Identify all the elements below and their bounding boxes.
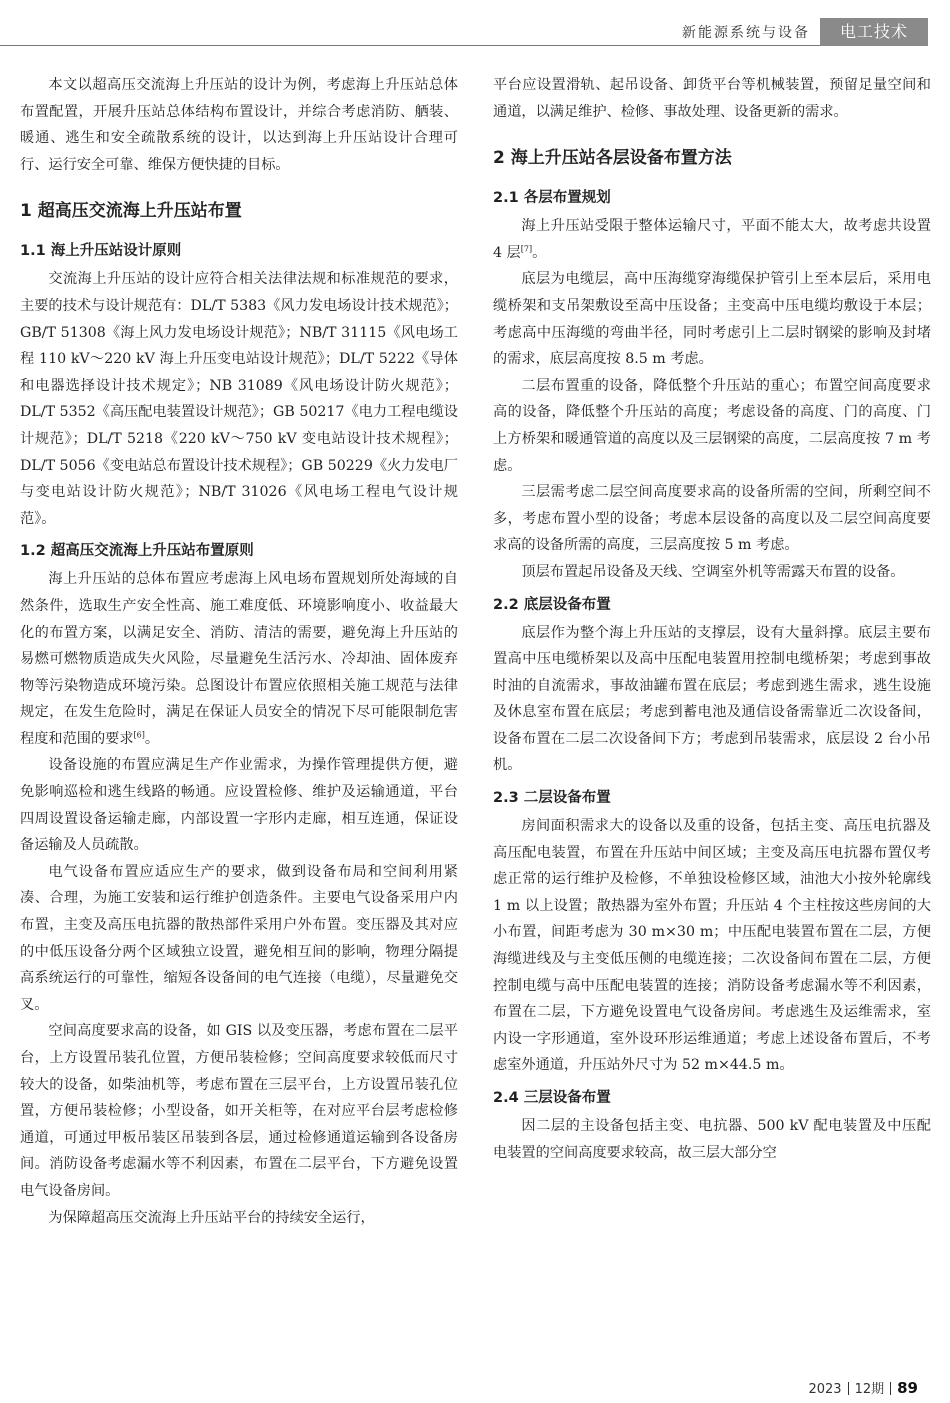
heading-2-4: 2.4 三层设备布置 xyxy=(493,1090,611,1106)
paragraph-2-3: 房间面积需求大的设备以及重的设备，包括主变、高压电抗器及高压配电装置，布置在升压站中间区域；主变及高压电抗器布置仅考虑正常的运行维护及检修，不单独设检修区域，油池大小按外轮廓线 1 m 以上设置；散热器为室外布置；升压站 4 个主柱按这些房间的大小布置，间距考虑为 30 m×30 m；中压配电装置布置在二层，方便海缆进线及与主变低压侧的电缆连接；二次设备间布置在二层，方便控制电缆与高中压配电装置的连接；消防设备考虑漏水等不利因素，布置在二层，下方避免设置电气设备房间。考虑逃生及运维需求，室内设一字形通道，室外设环形运维通道；考虑上述设备布置后，不考虑室外通道，升压站外尺寸为 52 m×44.5 m。 xyxy=(493,818,931,1074)
paragraph-1-1: 交流海上升压站的设计应符合相关法律法规和标准规范的要求，主要的技术与设计规范有：DL/T 5383《风力发电场设计技术规范》；GB/T 51308《海上风力发电场设计规范》；NB/T 31115《风电场工程 110 kV～220 kV 海上升压变电站设计规范》；DL/T 5222《导体和电器选择设计技术规定》；NB 31089《风电场设计防火规范》；DL/T 5352《高压配电装置设计规范》；GB 50217《电力工程电缆设计规范》；DL/T 5218《220 kV～750 kV 变电站设计技术规程》；DL/T 5056《变电站总布置设计技术规程》；GB 50229《火力发电厂与变电站设计防火规范》；NB/T 31026《风电场工程电气设计规范》。 xyxy=(20,271,458,527)
heading-2-3: 2.3 二层设备布置 xyxy=(493,790,611,807)
page-number: 89 xyxy=(897,1379,918,1397)
paragraph-1-2e: 为保障超高压交流海上升压站平台的持续安全运行， xyxy=(48,1209,375,1226)
paragraph-2-1b: 底层为电缆层，高中压海缆穿海缆保护管引上至本层后，采用电缆桥架和支吊架敷设至高中压设备；主变高中压电缆均敷设于本层；考虑高中压海缆的弯曲半径，同时考虑引上二层时钢梁的影响及封堵的需求，底层高度按 8.5 m 考虑。 xyxy=(493,271,931,368)
paragraph-2-1c: 二层布置重的设备，降低整个升压站的重心；布置空间高度要求高的设备，降低整个升压站的高度；考虑设备的高度、门的高度、门上方桥架和暖通管道的高度以及三层钢梁的高度，二层高度按 7 m 考虑。 xyxy=(493,377,931,474)
intro-paragraph: 本文以超高压交流海上升压站的设计为例，考虑海上升压站总体布置配置，开展升压站总体结构布置设计，并综合考虑消防、舾装、暖通、逃生和安全疏散系统的设计，以达到海上升压站设计合理可行、运行安全可靠、维保方便快捷的目标。 xyxy=(20,77,458,173)
paragraph-1-2c: 电气设备布置应适应生产的要求，做到设备布局和空间利用紧凑、合理，为施工安装和运行维护创造条件。主要电气设备采用户内布置，主变及高压电抗器的散热部件采用户外布置。变压器及其对应的中低压设备分两个区域独立设置，避免相互间的影响，物理分隔提高系统运行的可靠性，缩短各设备间的电气连接（电缆），尽量避免交叉。 xyxy=(20,863,458,1013)
paragraph-2-1d: 三层需考虑二层空间高度要求高的设备所需的空间，所剩空间不多，考虑布置小型的设备；考虑本层设备的高度以及二层空间高度要求高的设备所需的高度，三层高度按 5 m 考虑。 xyxy=(493,484,931,554)
continued-paragraph: 平台应设置滑轨、起吊设备、卸货平台等机械装置，预留足量空间和通道，以满足维护、检修、事故处理、设备更新的需求。 xyxy=(493,77,931,120)
paragraph-1-2a: 海上升压站的总体布置应考虑海上风电场布置规划所处海域的自然条件，选取生产安全性高、施工难度低、环境影响度小、收益最大化的布置方案，以满足安全、消防、清洁的需要，避免海上升压站的易燃可燃物质造成失火风险，尽量避免生活污水、冷却油、固体废弃物等污染物造成环境污染。总图设计布置应依照相关施工规范与法律规定，在发生危险时，满足在保证人员安全的情况下尽可能限制危害程度和范围的要求[6]。 xyxy=(20,571,458,747)
footer-divider xyxy=(890,1382,891,1395)
footer-year: 2023 xyxy=(808,1382,842,1397)
heading-2: 2 海上升压站各层设备布置方法 xyxy=(493,148,732,169)
citation-7[interactable]: [7] xyxy=(520,244,533,254)
heading-2-1: 2.1 各层布置规划 xyxy=(493,190,611,207)
paragraph-2-1e: 顶层布置起吊设备及天线、空调室外机等需露天布置的设备。 xyxy=(521,563,905,580)
heading-1-1: 1.1 海上升压站设计原则 xyxy=(20,243,182,260)
paragraph-2-2: 底层作为整个海上升压站的支撑层，设有大量斜撑。底层主要布置高中压电缆桥架以及高中压配电装置用控制电缆桥架；考虑到事故时油的自流需求，事故油罐布置在底层；考虑到逃生需求，逃生设施及休息室布置在底层；考虑到蓄电池及通信设备需靠近二次设备间，设备布置在二层二次设备间下方；考虑到吊装需求，底层设 2 台小吊机。 xyxy=(493,624,931,774)
paragraph-1-2d: 空间高度要求高的设备，如 GIS 以及变压器，考虑布置在二层平台，上方设置吊装孔位置，方便吊装检修；空间高度要求较低而尺寸较大的设备，如柴油机等，考虑布置在三层平台，上方设置吊装孔位置，方便吊装检修；小型设备，如开关柜等，在对应平台层考虑检修通道，可通过甲板吊装区吊装到各层，通过检修通道运输到各设备房间。消防设备考虑漏水等不利因素，布置在二层平台，下方避免设置电气设备房间。 xyxy=(20,1023,458,1199)
heading-2-2: 2.2 底层设备布置 xyxy=(493,596,611,613)
footer-divider xyxy=(848,1382,849,1395)
paragraph-1-2a-text: 海上升压站的总体布置应考虑海上风电场布置规划所处海域的自然条件，选取生产安全性高、施工难度低、环境影响度小、收益最大化的布置方案，以满足安全、消防、清洁的需要，避免海上升压站的易燃可燃物质造成失火风险，尽量避免生活污水、冷却油、固体废弃物等污染物造成环境污染。总图设计布置应依照相关施工规范与法律规定，在发生危险时，满足在保证人员安全的情况下尽可能限制危害程度和范围的要求 xyxy=(20,571,458,747)
footer-issue: 12期 xyxy=(854,1382,885,1397)
journal-badge: 电工技术 xyxy=(820,18,928,46)
left-column xyxy=(20,72,458,1231)
paragraph-2-1a-text: 海上升压站受限于整体运输尺寸，平面不能太大，故考虑共设置 4 层 xyxy=(493,218,931,261)
right-column xyxy=(493,72,931,1166)
paragraph-2-4: 因二层的主设备包括主变、电抗器、500 kV 配电装置及中压配电装置的空间高度要求较高，故三层大部分空 xyxy=(493,1118,931,1161)
running-header xyxy=(0,18,950,46)
section-title: 新能源系统与设备 xyxy=(682,25,810,41)
paragraph-2-1a: 海上升压站受限于整体运输尺寸，平面不能太大，故考虑共设置 4 层[7]。 xyxy=(493,218,931,261)
heading-1-2: 1.2 超高压交流海上升压站布置原则 xyxy=(20,543,254,560)
page-footer xyxy=(808,1378,918,1397)
header-rule xyxy=(0,45,820,46)
heading-1: 1 超高压交流海上升压站布置 xyxy=(20,201,242,222)
citation-6[interactable]: [6] xyxy=(133,730,145,740)
paragraph-1-2b: 设备设施的布置应满足生产作业需求，为操作管理提供方便，避免影响巡检和逃生线路的畅通。应设置检修、维护及运输通道，平台四周设置设备运输走廊，内部设置一字形内走廊，相互连通，保证设备运输及人员疏散。 xyxy=(20,757,458,854)
